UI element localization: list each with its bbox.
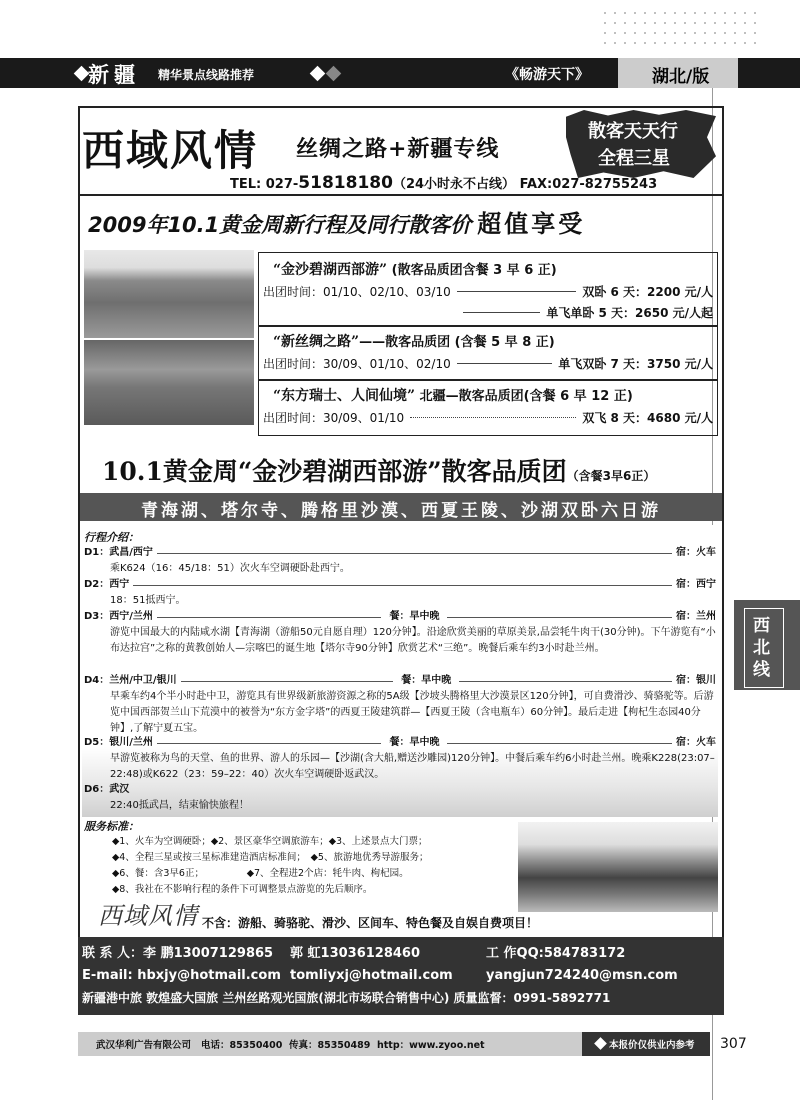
promo-tag: 超值享受 — [477, 209, 586, 238]
side-tab: 西北线 — [734, 600, 800, 690]
service-list — [112, 834, 512, 898]
magazine-name: 《畅游天下》 — [505, 67, 589, 83]
exclusions: 不含：游船、骑骆驼、滑沙、区间车、特色餐及自娱自费项目！ — [202, 916, 539, 930]
trip-item: “新丝绸之路”——散客品质团 (含餐 5 早 8 正) 出团时间：30/09、01/10、02/10 单飞双卧 7 天：3750 元/人 — [263, 334, 713, 371]
dot-grid-decoration — [600, 8, 760, 52]
itinerary-day: D3：西宁/兰州 餐：早中晚 宿：兰州 游览中国最大的内陆咸水湖【青海湖（游船50元自愿自理）120分钟】。沿途欣赏美丽的草原美景,品尝牦牛肉干(30分钟)。下午游览有“小布达拉宫”之称的黄教创始人—宗喀巴的诞生地【塔尔寺90分钟】欣赏艺术“三绝”。晚餐后乘车约3小时赴兰州。 — [84, 611, 717, 654]
page-footer: 武汉华利广告有限公司 电话：85350400 传真：85350489 http：www.zyoo.net 本报价仅供业内参考 — [78, 1032, 710, 1056]
trip-item: “金沙碧湖西部游” (散客品质团含餐 3 早 6 正) 出团时间：01/10、02/10、03/10 双卧 6 天：2200 元/人 单飞单卧 5 天：2650 元/人起 — [263, 262, 713, 320]
edition-label: 湖北/版 — [618, 58, 738, 88]
list-item: ◆1、火车为空调硬卧；◆2、景区豪华空调旅游车；◆3、上述景点大门票； — [112, 836, 428, 847]
contact-person: 联 系 人：李 鹏13007129865 — [82, 946, 274, 961]
tour-route-band: 青海湖、塔尔寺、腾格里沙漠、西夏王陵、沙湖双卧六日游 — [80, 493, 722, 521]
agency-line: 新疆港中旅 敦煌盛大国旅 兰州丝路观光国旅(湖北市场联合销售中心) 质量监督：0991-5892771 — [82, 991, 611, 1005]
recommend-label: 精华景点线路推荐 — [158, 68, 255, 82]
itinerary-day: D5：银川/兰州 餐：早中晚 宿：火车 早游览被称为鸟的天堂、鱼的世界、游人的乐园—【沙湖(含大船,赠送沙雕园)120分钟】。中餐后乘车约6小时赴兰州。晚乘K228(23:07–22:48)或K622（23：59–22：40）次火车空调硬卧返武汉。 — [84, 737, 717, 780]
canyon-photo — [84, 250, 254, 338]
fax-number: FAX:027-82755243 — [519, 177, 658, 192]
itinerary-day: D4：兰州/中卫/银川 餐：早中晚 宿：银川 早乘车约4个半小时赴中卫，游览具有世界级新旅游资源之称的5A级【沙坡头腾格里大沙漠景区120分钟】，可自费滑沙、骑骆驼等。后游览中国西部贺兰山下荒漠中的被誉为“东方金字塔”的西夏王陵建筑群—【西夏王陵（含电瓶车）60分钟】。最后走进【枸杞生态园40分钟】,了解宁夏五宝。 — [84, 675, 717, 734]
email-1: E-mail: hbxjy@hotmail.com — [82, 968, 281, 983]
email-3: yangjun724240@msn.com — [486, 968, 678, 983]
tour-title: 10.1黄金周“金沙碧湖西部游”散客品质团（含餐3早6正） — [102, 457, 656, 486]
list-item: ◆4、全程三星或按三星标准建造酒店标准间； ◆5、旅游地优秀导游服务； — [112, 852, 429, 863]
trip-price-box — [258, 252, 718, 436]
diamond-icon — [310, 66, 326, 82]
section-header-bar — [0, 58, 800, 88]
page-number: 307 — [720, 1036, 747, 1052]
badge-line-1: 散客天天行 — [588, 121, 678, 142]
brand-title: 西域风情 — [82, 126, 259, 175]
region-title: 新疆 — [88, 62, 140, 87]
itinerary-day: D2：西宁 宿：西宁 18：51抵西宁。 — [84, 579, 716, 606]
reference-note: 本报价仅供业内参考 — [582, 1032, 710, 1056]
list-item: ◆6、餐：含3早6正； ◆7、全程进2个店：牦牛肉、枸杞园。 — [112, 868, 409, 879]
diamond-icon — [74, 66, 90, 82]
itinerary-heading: 行程介绍： — [84, 531, 139, 544]
contact-panel: 联 系 人：李 鹏13007129865 郭 虹13036128460 工 作QQ:584783172 E-mail: hbxjy@hotmail.com tomliyxj@hotmail.com yangjun724240@msn.com 新疆港中旅 敦煌盛大国旅 兰州丝路观光国旅(湖北市场联合销售中心) 质量监督：0991-5892771 — [78, 937, 724, 1015]
route-subtitle: 丝绸之路+新疆专线 — [296, 136, 500, 162]
lake-photo — [518, 822, 718, 912]
badge-line-2: 全程三星 — [598, 148, 670, 169]
list-item: ◆8、我社在不影响行程的条件下可调整景点游览的先后顺序。 — [112, 884, 373, 895]
itinerary-day: D1：武昌/西宁 宿：火车 乘K624（16：45/18：51）次火车空调硬卧赴西宁。 — [84, 547, 716, 574]
brand-logo-small: 西域风情 — [98, 902, 198, 930]
promo-headline: 2009年10.1黄金周新行程及同行散客价 超值享受 — [88, 209, 586, 238]
phone-line: TEL: 027-51818180（24小时永不占线） FAX:027-82755243 — [230, 173, 658, 193]
email-2: tomliyxj@hotmail.com — [290, 968, 453, 983]
rock-formation-photo — [84, 340, 254, 425]
service-heading: 服务标准： — [84, 820, 139, 833]
trip-item: “东方瑞士、人间仙境” 北疆—散客品质团(含餐 6 早 12 正) 出团时间：30/09、01/10 双飞 8 天：4680 元/人 — [263, 388, 713, 425]
divider — [80, 194, 722, 196]
phone-number: 51818180 — [298, 173, 393, 193]
diamond-icon — [326, 66, 342, 82]
itinerary-day: D6：武汉 22:40抵武昌，结束愉快旅程！ — [84, 784, 249, 811]
